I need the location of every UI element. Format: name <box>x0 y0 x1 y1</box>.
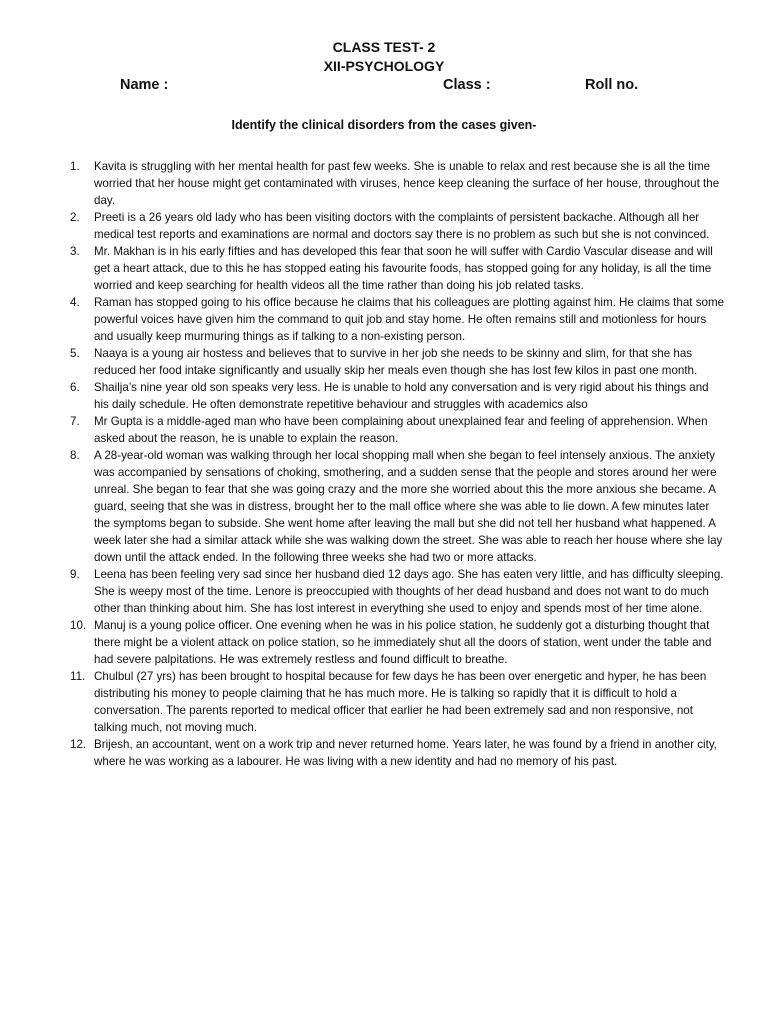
case-number: 1. <box>70 160 80 173</box>
case-text: Preeti is a 26 years old lady who has been visiting doctors with the complaints of persistent backache. Although all her medical test reports and examinations are normal and doctors say there is no problem as such but she is not convinced. <box>94 211 710 241</box>
case-item <box>70 209 725 243</box>
case-number: 9. <box>70 568 80 581</box>
case-number: 6. <box>70 381 80 394</box>
case-text: Manuj is a young police officer. One evening when he was in his police station, he suddenly got a disturbing thought that there might be a violent attack on police station, so he immediately shut all the doors of station, went under the table and had severe palpitations. He was extremely restless and found difficult to breathe. <box>94 619 712 666</box>
case-text: Kavita is struggling with her mental health for past few weeks. She is unable to relax and rest because she is all the time worried that her house might get contaminated with viruses, hence keep cleaning the surface of her house, throughout the day. <box>94 160 720 207</box>
case-item <box>70 379 725 413</box>
case-text: Chulbul (27 yrs) has been brought to hospital because for few days he has been over energetic and hyper, he has been distributing his money to people claiming that he has much more. He is talking so rapidly that it is difficult to hold a conversation. The parents reported to medical officer that earlier he had been extremely sad and non responsive, not talking much, not moving much. <box>94 670 707 734</box>
case-item <box>70 566 725 617</box>
case-number: 2. <box>70 211 80 224</box>
case-text: Raman has stopped going to his office because he claims that his colleagues are plotting against him. He claims that some powerful voices have given him the command to quit job and stay home. He often remains still and motionless for hours and usually keep murmuring things as if talking to a non-existing person. <box>94 296 725 343</box>
case-item <box>70 736 725 770</box>
test-title: CLASS TEST- 2 <box>332 39 436 55</box>
roll-no-label: Roll no. <box>585 77 639 93</box>
case-text: A 28-year-old woman was walking through her local shopping mall when she began to feel intensely anxious. The anxiety was accompanied by sensations of choking, smothering, and a sudden sense that the people and stores around her were unreal. She began to fear that she was going crazy and the more she worried about this the more anxious she became. A guard, seeing that she was in distress, brought her to the mall office where she was able to lie down. A few minutes later the symptoms began to subside. She went home after leaving the mall but she did not tell her husband what happened. A week later she had a similar attack while she was walking down the street. She was able to reach her house where she lay down until the attack ended. In the following three weeks she had two or more attacks. <box>94 449 723 564</box>
case-item <box>70 447 725 566</box>
case-list <box>70 158 725 770</box>
subject-title: XII-PSYCHOLOGY <box>323 58 445 74</box>
case-number: 4. <box>70 296 80 309</box>
case-item <box>70 617 725 668</box>
case-text: Leena has been feeling very sad since her husband died 12 days ago. She has eaten very little, and has difficulty sleeping. She is weepy most of the time. Lenore is preoccupied with thoughts of her dead husband and does not want to do much other than thinking about him. She has lost interest in everything she used to enjoy and spends most of her time alone. <box>94 568 724 615</box>
case-number: 7. <box>70 415 80 428</box>
student-info-row <box>0 77 768 97</box>
instruction-text: Identify the clinical disorders from the cases given- <box>231 118 537 132</box>
case-text: Brijesh, an accountant, went on a work trip and never returned home. Years later, he was found by a friend in another city, where he was working as a labourer. He was living with a new identity and had no memory of his past. <box>94 738 717 768</box>
case-item <box>70 413 725 447</box>
case-number: 8. <box>70 449 80 462</box>
name-label: Name : <box>120 77 169 93</box>
case-item <box>70 345 725 379</box>
case-number: 5. <box>70 347 80 360</box>
case-number: 10. <box>70 619 87 632</box>
case-number: 11. <box>70 670 86 683</box>
case-number: 12. <box>70 738 87 751</box>
class-label: Class : <box>443 77 491 93</box>
case-item <box>70 158 725 209</box>
case-item <box>70 294 725 345</box>
case-item <box>70 668 725 736</box>
case-text: Naaya is a young air hostess and believes that to survive in her job she needs to be skinny and slim, for that she has reduced her food intake significantly and usually skip her meals even though she has lost few kilos in past one month. <box>94 347 698 377</box>
case-text: Mr. Makhan is in his early fifties and has developed this fear that soon he will suffer with Cardio Vascular disease and will get a heart attack, due to this he has stopped eating his favourite foods, has stopped going for any holiday, is all the time worried and keep searching for health videos all the time rather than doing his job related tasks. <box>94 245 713 292</box>
case-text: Shailja’s nine year old son speaks very less. He is unable to hold any conversation and is very rigid about his things and his daily schedule. He often demonstrate repetitive behaviour and struggles with academics also <box>94 381 709 411</box>
case-number: 3. <box>70 245 80 258</box>
case-text: Mr Gupta is a middle-aged man who have been complaining about unexplained fear and feeling of apprehension. When asked about the reason, he is unable to explain the reason. <box>94 415 708 445</box>
case-item <box>70 243 725 294</box>
